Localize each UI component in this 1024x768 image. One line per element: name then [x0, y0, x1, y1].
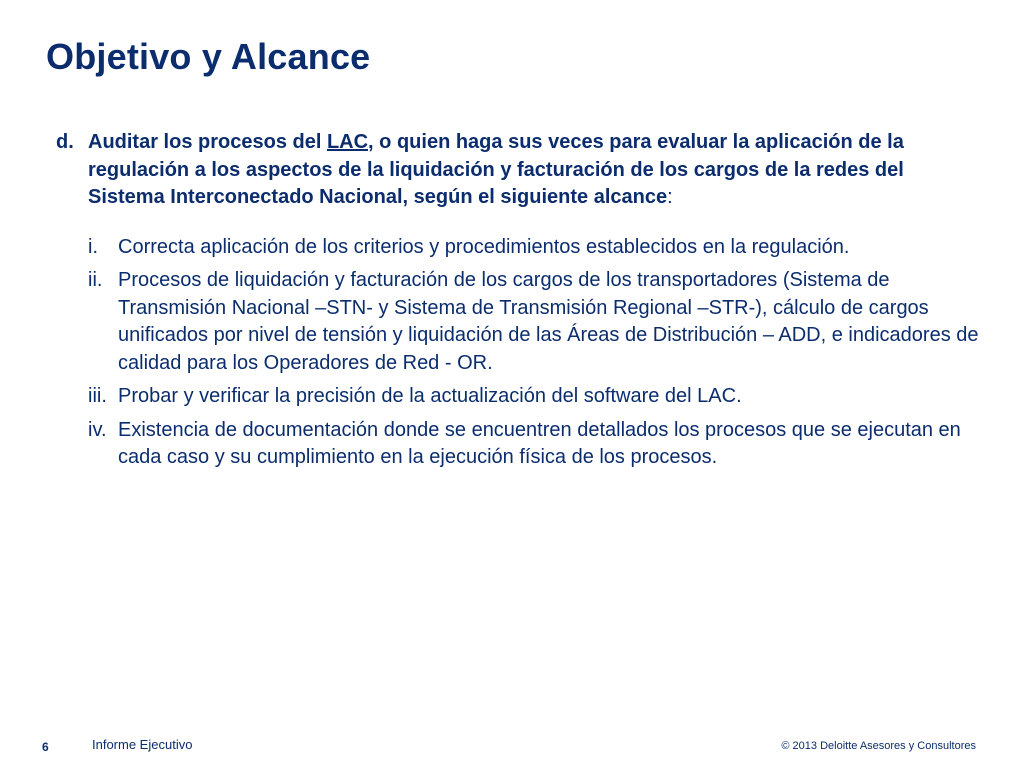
item-d-marker: d. [56, 131, 74, 153]
slide-title: Objetivo y Alcance [46, 36, 371, 77]
scope-item-text: Correcta aplicación de los criterios y procedimientos establecidos en la regulación. [118, 235, 850, 258]
scope-item-text: Probar y verificar la precisión de la actualización del software del LAC. [118, 385, 742, 407]
scope-item-marker: ii. [88, 269, 103, 291]
scope-item-marker: i. [88, 235, 98, 258]
scope-item-ii [88, 267, 986, 377]
objective-item-d [56, 129, 986, 212]
scope-item-marker: iv. [88, 418, 107, 441]
scope-item-iv [88, 417, 986, 472]
footer-document-title: Informe Ejecutivo [92, 737, 193, 752]
scope-item-iii [88, 383, 986, 411]
item-d-text-after: o quien haga sus veces para evaluar la aplicación de la regulación a los aspectos de la liquidación y facturación de los cargos de la redes del Sistema Interconectado Nacional, según el siguiente alcance [88, 131, 904, 208]
slide-content [56, 129, 986, 478]
item-d-colon: : [667, 186, 673, 208]
page-number: 6 [42, 740, 49, 754]
scope-item-text: Existencia de documentación donde se encuentren detallados los procesos que se ejecutan en cada caso y su cumplimiento en la ejecución física de los procesos. [118, 418, 961, 468]
footer-copyright: © 2013 Deloitte Asesores y Consultores [781, 740, 976, 752]
scope-sublist [56, 234, 986, 472]
item-d-text-before: Auditar los procesos del [88, 131, 327, 153]
lac-link: LAC, [326, 131, 374, 153]
scope-item-marker: iii. [88, 385, 107, 407]
scope-item-i [88, 234, 986, 262]
scope-item-text: Procesos de liquidación y facturación de los cargos de los transportadores (Sistema de Transmisión Nacional –STN- y Sistema de Transmisión Regional –STR-), cálculo de cargos unificados por nivel de tensión y liquidación de las Áreas de Distribución – ADD, e indicadores de calidad para los Operadores de Red - OR. [118, 269, 979, 374]
item-d-text [88, 129, 986, 212]
